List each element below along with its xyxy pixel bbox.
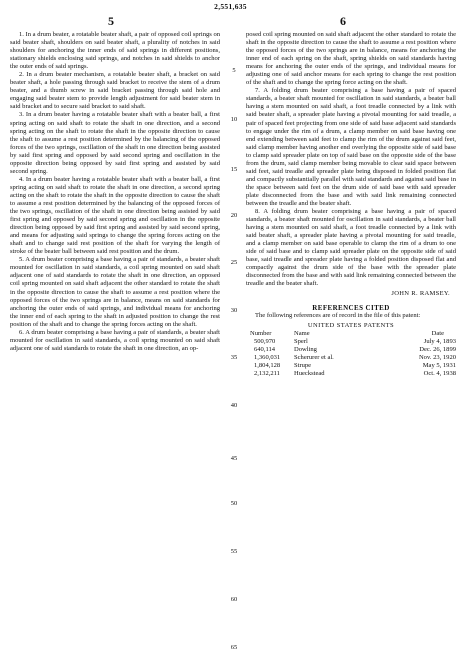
column-number-right: 6	[340, 14, 346, 28]
line-number: 40	[230, 402, 238, 409]
claim-6: 6. A drum beater comprising a base having a pair of standards, a beater shaft mounted for oscillation in said standards, a coil spring mounted on said shaft adjacent one of said standards to rotate the shaft in one direction, an op-	[10, 328, 220, 352]
patent-number-cell: 2,132,211	[254, 369, 280, 377]
patent-number-cell: 500,970	[254, 337, 276, 345]
table-row	[246, 370, 456, 378]
references-heading: REFERENCES CITED	[312, 303, 390, 312]
line-number: 30	[230, 307, 238, 314]
line-number: 60	[230, 596, 238, 603]
patent-number-cell: 640,114	[254, 345, 276, 353]
patent-name-cell: Dowling	[294, 345, 317, 353]
table-row	[246, 338, 456, 346]
claim-2: 2. In a drum beater mechanism, a rotatable beater shaft, a bracket on said beater shaft, a hole passing through said bracket to receive the stem of a drum beater, and a thumb screw in said bracket passing through said hole and engaging said beater stem to provide length adjustment for said beater stem in said bracket and to secure said bracket to said shaft.	[10, 71, 220, 111]
claim-1: 1. In a drum beater, a rotatable beater shaft, a pair of opposed coil springs on said beater shaft, shoulders on said beater shaft, a plurality of notches in said shoulders for anchoring the inner ends of said springs in different positions, stationary shields enclosing said springs, and notches in said shields to anchor the outer ends of said springs.	[10, 31, 220, 71]
patents-table	[246, 330, 456, 378]
line-number: 45	[230, 455, 238, 462]
patent-name-cell: Scherurer et al.	[294, 353, 334, 361]
claim-3: 3. In a drum beater having a rotatable beater shaft with a beater ball, a first spring acting on said shaft to rotate the shaft in one direction, and a second spring acting on the shaft to rotate the shaft in the opposite direction to cause the shaft to assume a rest position determined by the balancing of the opposed forces of the two springs, oscillation of the shaft in one direction being assisted by said first spring and opposed by said second spring and oscillation in the opposite direction being opposed by said first spring and assisted by said second spring.	[10, 111, 220, 175]
patent-number: 2,551,635	[214, 2, 247, 11]
line-number: 15	[230, 166, 238, 173]
patent-name-cell: Strupe	[294, 361, 312, 369]
column-header-date: Date	[431, 329, 444, 337]
table-row	[246, 354, 456, 362]
patent-date-cell: Dec. 26, 1899	[419, 345, 456, 353]
patent-date-cell: Nov. 23, 1920	[418, 353, 456, 361]
column-header-number: Number	[250, 329, 272, 337]
table-row	[246, 362, 456, 370]
line-number: 50	[230, 500, 238, 507]
table-header-row	[246, 330, 456, 338]
references-subheading: UNITED STATES PATENTS	[307, 321, 395, 329]
line-number: 5	[232, 67, 236, 74]
claim-4: 4. In a drum beater having a rotatable beater shaft with a beater ball, a first spring acting on said shaft to rotate the shaft in one direction, a second spring acting on the shaft to rotate the shaft in the opposite direction to cause the shaft to assume a rest position determined by the balancing of the opposed forces of the two springs, oscillation of the shaft in one direction being assisted by said first spring and opposed by said second spring and oscillation in the opposite direction being opposed by said first spring and assisted by said second spring, and means for adjusting said springs to change the spring forces acting on the shaft and to change said rest position of the shaft for varying the length of stroke of the beater ball between said rest position and the drum.	[10, 175, 220, 256]
claim-8: 8. A folding drum beater comprising a base having a pair of spaced standards, a beater shaft mounted for oscillation in said standards, a beater ball having a stem mounted on said shaft, a foot treadle connected by a link with said beater shaft, a spreader plate having a pivotal mounting for said treadle, and a clamp member on said base operable to clamp the rim of a drum to one side of said base and to clamp said spreader plate on the opposite side of said base, said treadle and spreader plate having a folded position disposed flat and compactly against the drum side of the base with the spreader plate disconnected from the base and with said link remaining connected between the treadle and the beater shaft.	[246, 208, 456, 288]
patent-date-cell: Oct. 4, 1938	[423, 369, 456, 377]
right-column	[246, 31, 456, 378]
patent-name-cell: Hueckstead	[294, 369, 325, 377]
left-column	[10, 31, 220, 353]
references-intro: The following references are of record in the file of this patent:	[255, 311, 421, 319]
table-row	[246, 346, 456, 354]
patent-date-cell: July 4, 1893	[423, 337, 456, 345]
inventor-signature: JOHN R. RAMSEY.	[391, 289, 450, 297]
claim-7: 7. A folding drum beater comprising a base having a pair of spaced standards, a beater shaft mounted for oscillation in said standards, a beater ball having a stem mounted on said shaft, a foot treadle connected by a link with said beater shaft, a spreader plate having a pivotal mounting for said treadle, a pair of spaced feet projecting from one side of said base adjacent said standards to engage under the rim of a drum, a clamp member on said base having one end extending between said feet to clamp the rim of the drum against said feet, said clamp member having another end overlying the opposite side of said base to clamp said spreader plate on top of said base on the opposite side of the base from the drum, said clamp member being movable to clear said space between said feet, said treadle and spreader plate being disposed in folded position flat and compactly substantially parallel with said standards and against said base in the space between said feet on the drum side of said base with said spreader plate disconnected from the base and with said link remaining connected between the treadle and the beater shaft.	[246, 87, 456, 207]
line-number: 35	[230, 354, 238, 361]
patent-date-cell: May 5, 1931	[422, 361, 456, 369]
patent-number-cell: 1,360,031	[254, 353, 281, 361]
patent-number-cell: 1,804,128	[254, 361, 281, 369]
column-number-left: 5	[108, 14, 114, 28]
line-number: 20	[230, 212, 238, 219]
line-number: 55	[230, 548, 238, 555]
claim-6-continued: posed coil spring mounted on said shaft adjacent the other standard to rotate the shaft in the opposite direction to cause the shaft to assume a rest position where the opposed forces of the two springs are in balance, means for anchoring the inner end of each spring on the shaft, spring shields on said standards having means for anchoring the outer ends of the springs, and individual means for adjusting one of said anchor means for each spring to change the rest position of the shaft and to change the spring force acting on the shaft.	[246, 31, 456, 87]
column-header-name: Name	[294, 329, 310, 337]
line-number: 65	[230, 644, 238, 651]
line-number: 25	[230, 259, 238, 266]
claim-5: 5. A drum beater comprising a base having a pair of standards, a beater shaft mounted for oscillation in said standards, a coil spring mounted on said shaft adjacent one of said standards to rotate the shaft in one direction, an opposed coil spring mounted on said shaft adjacent the other standard to rotate the shaft in the opposite direction to cause the shaft to assume a rest position where the opposed forces of the two springs are in balance, means on said standards for anchoring the outer ends of said springs, and individual means for anchoring the inner end of each spring to the shaft in adjusted position to change the rest position of the shaft and to change the spring forces acting on the shaft.	[10, 256, 220, 328]
patent-name-cell: Sperl	[294, 337, 308, 345]
line-number: 10	[230, 116, 238, 123]
